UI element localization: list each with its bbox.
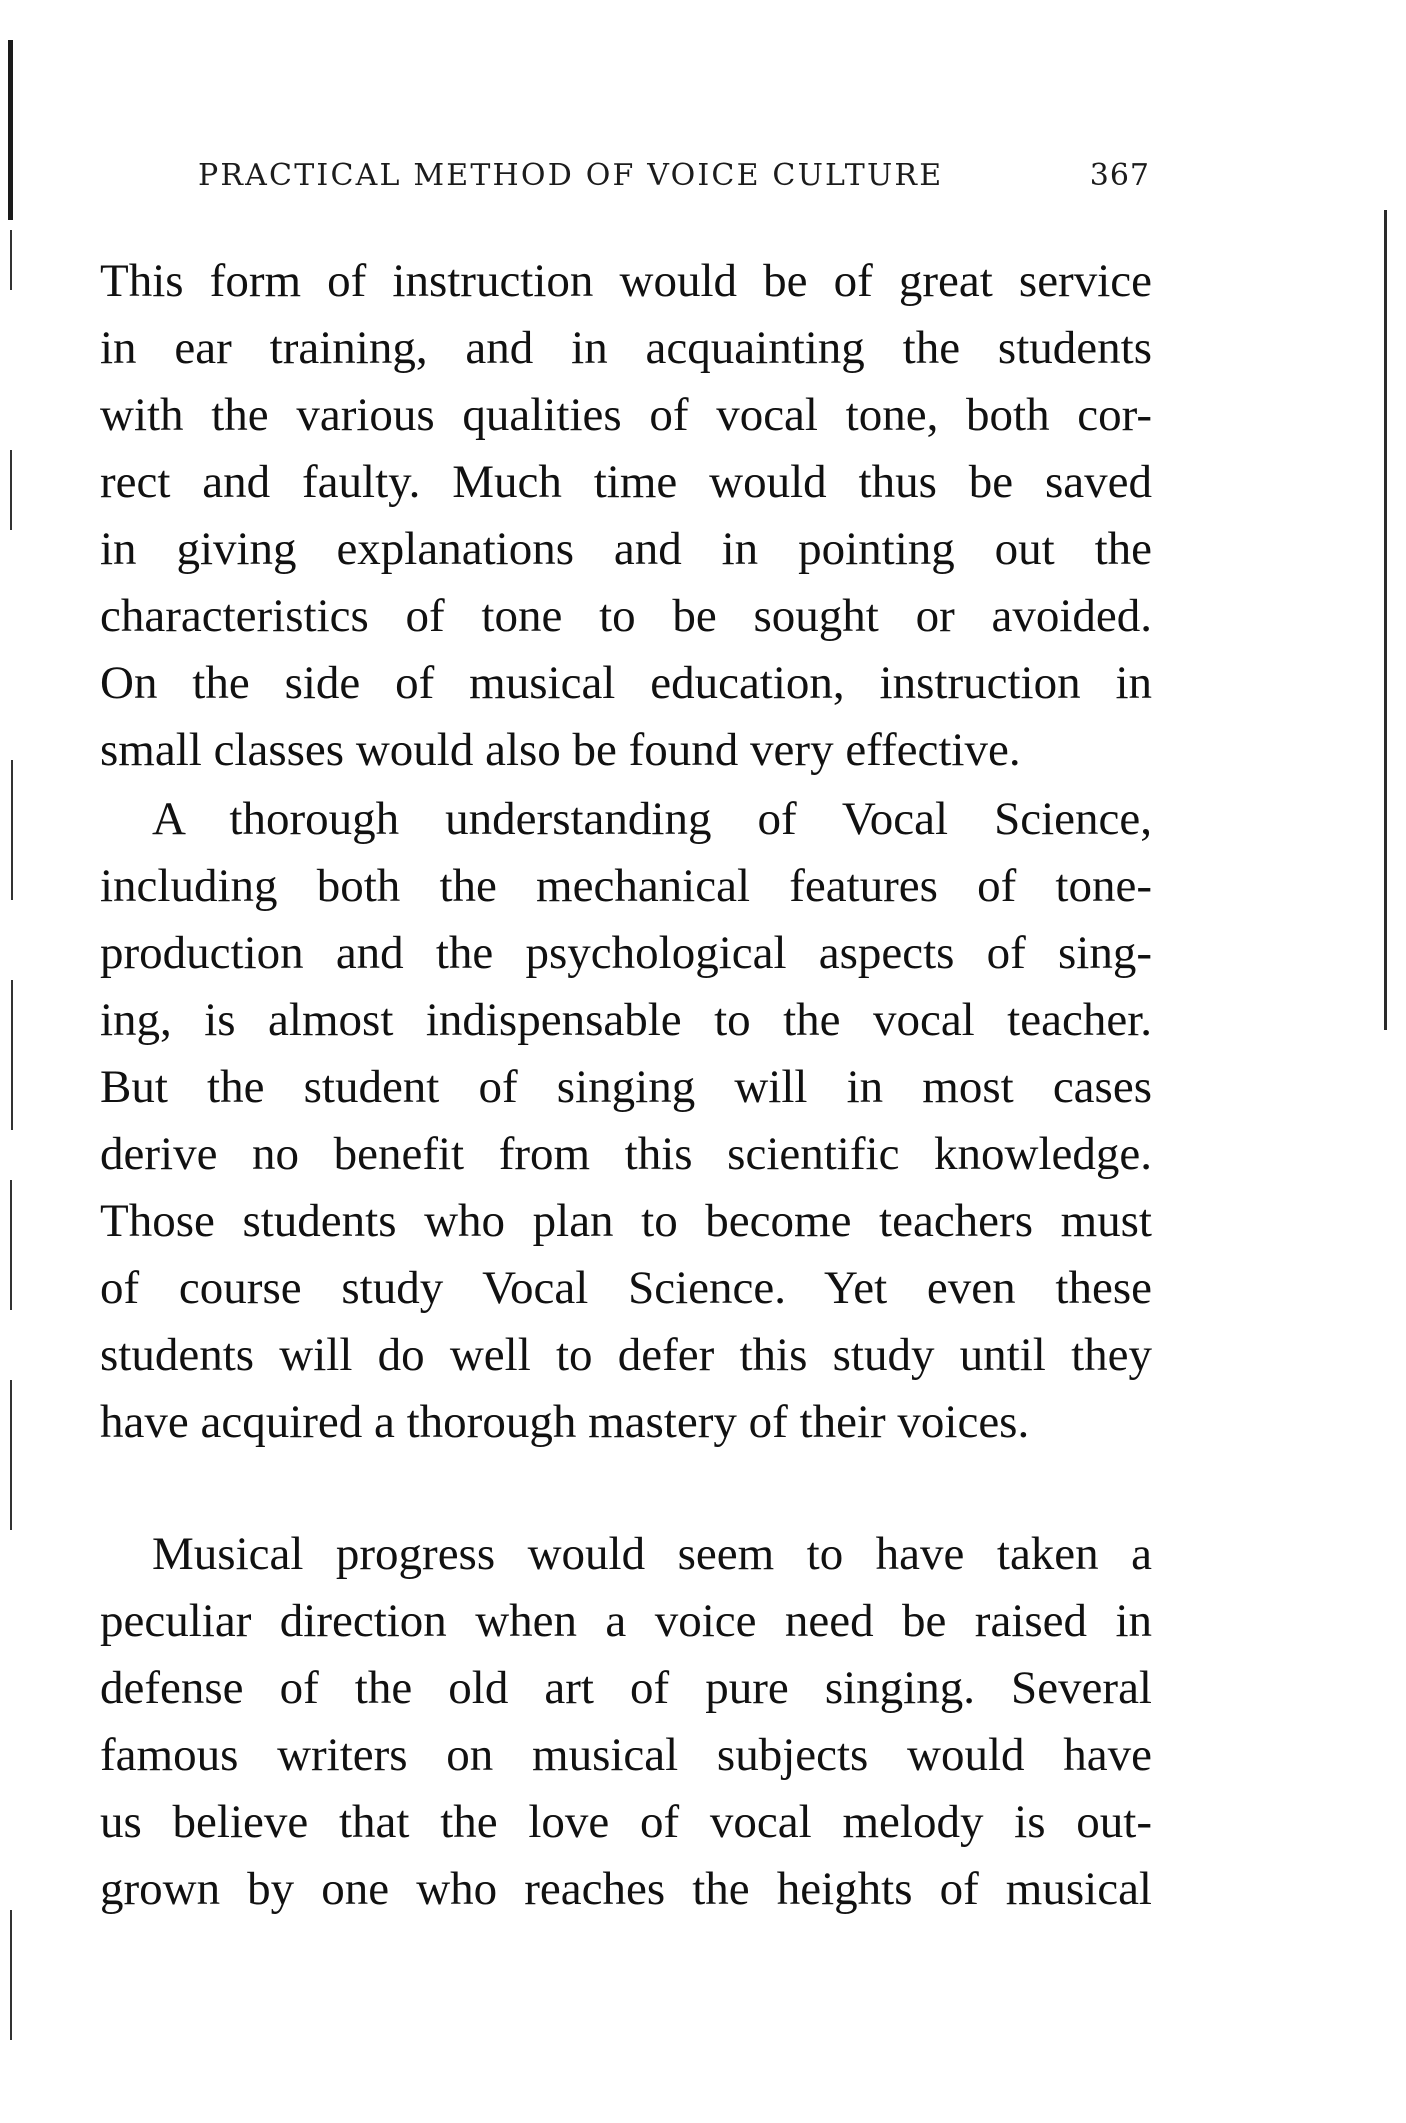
page-number: 367 xyxy=(1089,158,1150,193)
text-line: derive no benefit from this scientific knowledge. xyxy=(100,1128,1152,1180)
text-line: in ear training, and in acquainting the students xyxy=(100,322,1152,374)
text-line: small classes would also be found very effective. xyxy=(100,724,1021,776)
text-line: Musical progress would seem to have taken a xyxy=(152,1528,1152,1580)
text-line: production and the psychological aspects of sing- xyxy=(100,927,1152,979)
text-line: On the side of musical education, instruction in xyxy=(100,657,1152,709)
scan-edge-mark xyxy=(10,1380,12,1530)
running-title: PRACTICAL METHOD OF VOICE CULTURE xyxy=(198,158,944,193)
text-line: of course study Vocal Science. Yet even these xyxy=(100,1262,1152,1314)
text-line: us believe that the love of vocal melody is out- xyxy=(100,1796,1152,1848)
scan-edge-mark xyxy=(10,1180,12,1310)
scan-edge-mark xyxy=(11,980,13,1130)
text-line: grown by one who reaches the heights of musical xyxy=(100,1863,1152,1915)
paragraph xyxy=(100,786,1152,1456)
paragraph xyxy=(100,248,1152,784)
scan-edge-mark xyxy=(10,230,12,290)
scan-edge-mark xyxy=(10,450,12,530)
scan-edge-mark xyxy=(11,760,13,900)
text-line: ing, is almost indispensable to the vocal teacher. xyxy=(100,994,1152,1046)
running-head xyxy=(198,158,1150,214)
scan-edge-mark xyxy=(8,40,13,220)
text-line: including both the mechanical features of tone- xyxy=(100,860,1152,912)
text-line: Those students who plan to become teachers must xyxy=(100,1195,1152,1247)
text-line: This form of instruction would be of great service xyxy=(100,255,1152,307)
text-line: defense of the old art of pure singing. Several xyxy=(100,1662,1152,1714)
text-line: rect and faulty. Much time would thus be saved xyxy=(100,456,1152,508)
text-line: A thorough understanding of Vocal Science, xyxy=(152,793,1152,845)
text-line: peculiar direction when a voice need be raised in xyxy=(100,1595,1152,1647)
text-line: in giving explanations and in pointing out the xyxy=(100,523,1152,575)
text-line: students will do well to defer this study until they xyxy=(100,1329,1152,1381)
text-line: characteristics of tone to be sought or avoided. xyxy=(100,590,1152,642)
paragraph xyxy=(100,1521,1152,1923)
scan-edge-mark xyxy=(1384,210,1387,1030)
text-line: have acquired a thorough mastery of their voices. xyxy=(100,1396,1030,1448)
text-line: But the student of singing will in most cases xyxy=(100,1061,1152,1113)
text-line: with the various qualities of vocal tone, both cor- xyxy=(100,389,1152,441)
scan-edge-mark xyxy=(10,1910,12,2040)
text-line: famous writers on musical subjects would have xyxy=(100,1729,1152,1781)
